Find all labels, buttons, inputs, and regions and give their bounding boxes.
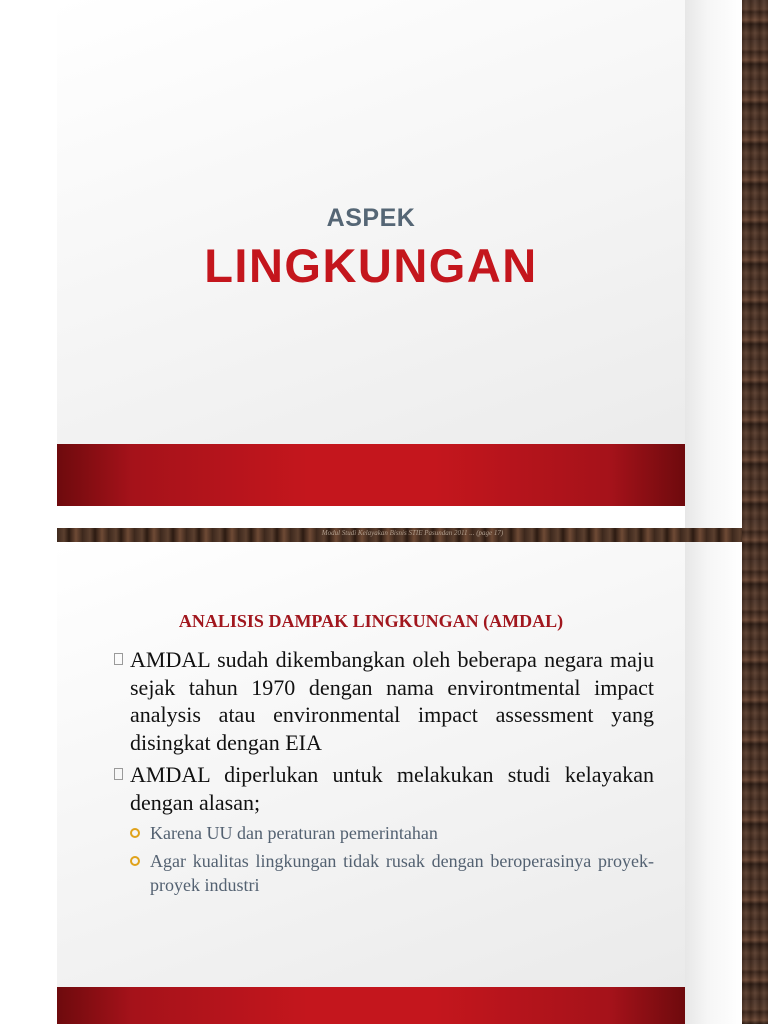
sub-bullet-list — [114, 821, 654, 897]
sub-bullet-text: Karena UU dan peraturan pemerintahan — [150, 823, 438, 843]
slide-amdal — [57, 542, 685, 1024]
bullet-box-icon — [114, 653, 123, 665]
brick-wall-background — [742, 0, 768, 1024]
footer-caption: Modul Studi Kelayakan Bisnis STIE Pasundan 2011 ... (page 17) — [321, 529, 504, 537]
bullet-item — [114, 761, 654, 816]
bullet-list — [114, 646, 654, 901]
slide-title-text: LINGKUNGAN — [204, 239, 538, 292]
page-margin-left — [0, 0, 57, 1024]
sub-bullet-item — [130, 849, 654, 897]
slide-heading: ANALISIS DAMPAK LINGKUNGAN (AMDAL) — [178, 611, 564, 631]
bullet-text: AMDAL sudah dikembangkan oleh beberapa negara maju sejak tahun 1970 dengan nama environtmental impact analysis atau environmental impact assessment yang disingkat dengan EIA — [130, 647, 654, 755]
bullet-item — [114, 646, 654, 756]
slide-subtitle: ASPEK — [326, 204, 416, 232]
slide-bottom-bar — [57, 506, 685, 528]
slide-separator — [57, 528, 768, 542]
sub-bullet-text: Agar kualitas lingkungan tidak rusak dengan beroperasinya proyek-proyek industri — [150, 851, 654, 895]
red-banner — [57, 987, 685, 1024]
bullet-text: AMDAL diperlukan untuk melakukan studi kelayakan dengan alasan; — [130, 762, 654, 815]
circle-bullet-icon — [130, 856, 140, 866]
slide-title — [57, 0, 685, 528]
circle-bullet-icon — [130, 828, 140, 838]
slide-shadow — [685, 542, 742, 1024]
red-banner — [57, 444, 685, 506]
slide-shadow — [685, 0, 742, 528]
sub-bullet-item — [130, 821, 654, 845]
bullet-box-icon — [114, 768, 123, 780]
